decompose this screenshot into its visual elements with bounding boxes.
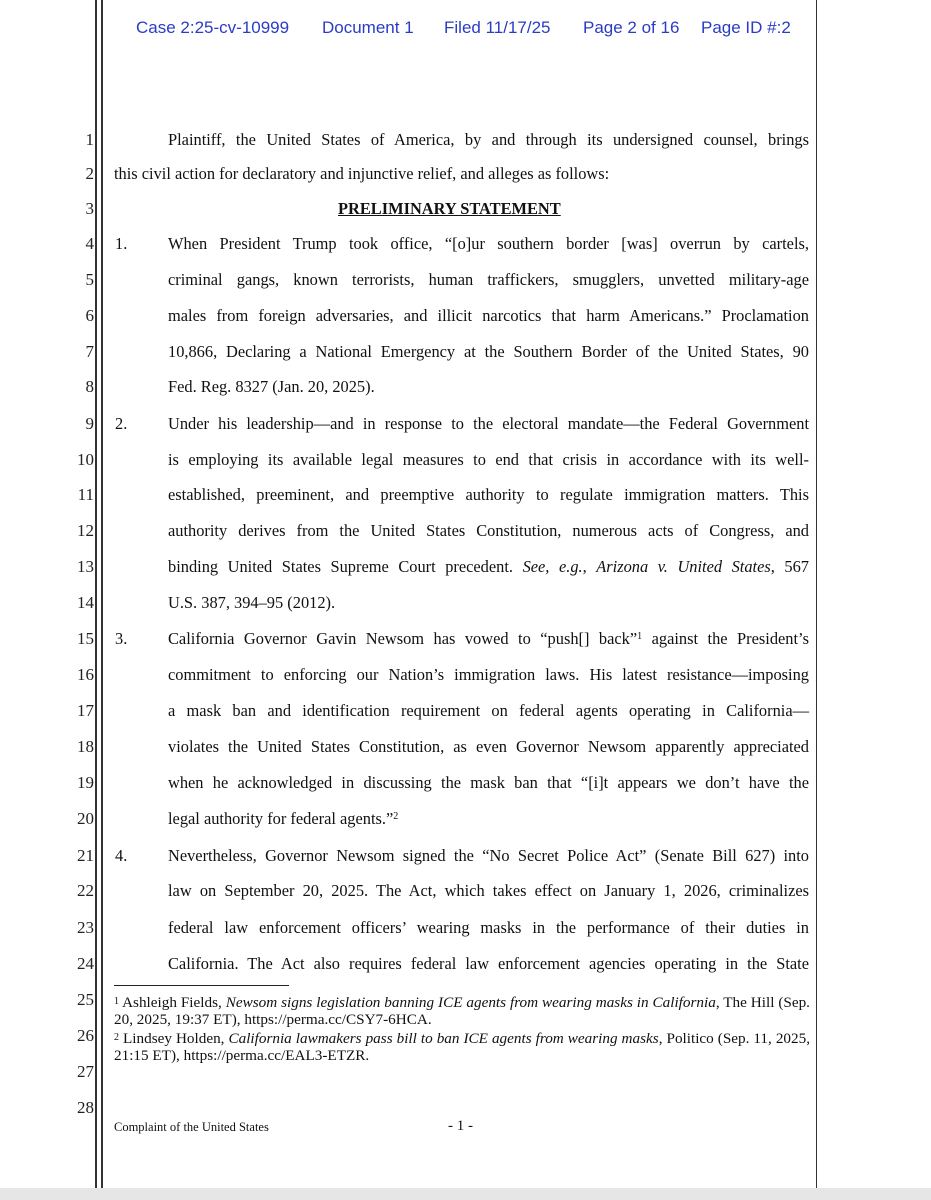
line-number: 28 — [77, 1098, 94, 1117]
paragraph-3-text: against the President’s — [642, 629, 809, 648]
header-document: Document 1 — [322, 18, 414, 37]
line-number: 12 — [77, 521, 94, 540]
line-number: 14 — [77, 593, 94, 612]
footnote-rest: , Politico (Sep. 11, 2025, 21:15 ET), https://perma.cc/EAL3-ETZR. — [114, 1030, 811, 1064]
footnote-1 — [114, 994, 810, 1028]
line-number: 2 — [85, 164, 94, 183]
line-number: 20 — [77, 809, 94, 828]
paragraph-3-line: when he acknowledged in discussing the mask ban that “[i]t appears we don’t have the — [168, 773, 809, 792]
line-number: 9 — [85, 414, 94, 433]
header-case-number: Case 2:25-cv-10999 — [136, 18, 290, 37]
footer-document-title: Complaint of the United States — [114, 1120, 269, 1134]
footnote-separator — [114, 985, 289, 986]
page-bottom-edge — [0, 1188, 931, 1200]
paragraph-1-line: 10,866, Declaring a National Emergency at the Southern Border of the United States, 90 — [168, 342, 809, 361]
footnote-marker: 1 — [114, 996, 119, 1007]
paragraph-2-citation-line: binding United States Supreme Court precedent. See, e.g., Arizona v. United States, 567 — [168, 557, 809, 576]
footnote-reference: 2 — [393, 811, 399, 822]
paragraph-2-text: binding United States Supreme Court precedent. — [168, 557, 513, 576]
footnote-title: California lawmakers pass bill to ban ICE agents from wearing masks — [228, 1030, 659, 1047]
footnote-2 — [114, 1030, 810, 1064]
line-number: 16 — [77, 665, 94, 684]
paragraph-1-line: When President Trump took office, “[o]ur southern border [was] overrun by cartels, — [168, 234, 809, 253]
line-number: 15 — [77, 629, 94, 648]
footnote-reference: 1 — [637, 631, 643, 642]
footer-page-number: - 1 - — [448, 1118, 473, 1134]
citation-tail: , 567 — [770, 557, 809, 576]
left-margin-rule-inner — [101, 0, 103, 1188]
citation-case: Arizona v. United States — [596, 557, 771, 576]
left-margin-rule-outer — [95, 0, 97, 1188]
line-number: 26 — [77, 1026, 94, 1045]
paragraph-1-line: males from foreign adversaries, and illicit narcotics that harm Americans.” Proclamation — [168, 306, 809, 325]
paragraph-number: 1. — [115, 234, 128, 253]
intro-line-2: this civil action for declaratory and injunctive relief, and alleges as follows: — [114, 164, 610, 183]
paragraph-2-line: is employing its available legal measures to end that crisis in accordance with its well- — [168, 450, 809, 469]
line-number: 19 — [77, 773, 94, 792]
footnote-author: Lindsey Holden, — [119, 1030, 229, 1047]
footnote-title: Newsom signs legislation banning ICE agents from wearing masks in California — [225, 994, 716, 1011]
line-number: 1 — [85, 130, 94, 149]
paragraph-3-text: California Governor Gavin Newsom has vowed to “push[] back” — [168, 629, 638, 648]
header-page-count: Page 2 of 16 — [583, 18, 680, 37]
paragraph-number: 4. — [115, 846, 128, 865]
paragraph-3-line — [168, 629, 809, 649]
paragraph-4-line: law on September 20, 2025. The Act, which takes effect on January 1, 2026, criminalizes — [168, 881, 809, 900]
header-filed-date: Filed 11/17/25 — [444, 18, 551, 37]
paragraph-4-line: federal law enforcement officers’ wearing masks in the performance of their duties in — [168, 918, 809, 937]
line-number: 18 — [77, 737, 94, 756]
paragraph-3-text: legal authority for federal agents.” — [168, 809, 394, 828]
line-number: 4 — [85, 234, 94, 253]
line-number: 6 — [85, 306, 94, 325]
paragraph-3-line: commitment to enforcing our Nation’s immigration laws. His latest resistance—imposing — [168, 665, 809, 684]
paragraph-3-line: a mask ban and identification requirement on federal agents operating in California— — [168, 701, 809, 720]
line-number: 8 — [85, 377, 94, 396]
line-number: 27 — [77, 1062, 94, 1081]
right-margin-rule — [816, 0, 817, 1188]
citation-signal: See, e.g. — [522, 557, 583, 576]
line-number: 13 — [77, 557, 94, 576]
footnote-author: Ashleigh Fields, — [119, 994, 226, 1011]
line-number: 10 — [77, 450, 94, 469]
line-number: 11 — [77, 485, 94, 504]
line-number: 7 — [85, 342, 94, 361]
paragraph-1-line: Fed. Reg. 8327 (Jan. 20, 2025). — [168, 377, 375, 396]
paragraph-number: 3. — [115, 629, 128, 648]
paragraph-3-last-line — [168, 809, 398, 829]
line-number: 5 — [85, 270, 94, 289]
paragraph-2-line: established, preeminent, and preemptive authority to regulate immigration matters. This — [168, 485, 809, 504]
line-number: 17 — [77, 701, 94, 720]
paragraph-number: 2. — [115, 414, 128, 433]
line-number: 25 — [77, 990, 94, 1009]
line-number: 23 — [77, 918, 94, 937]
line-number: 21 — [77, 846, 94, 865]
footnote-rest: , The Hill (Sep. 20, 2025, 19:37 ET), https://perma.cc/CSY7-6HCA. — [114, 994, 810, 1028]
paragraph-3-line: violates the United States Constitution, as even Governor Newsom apparently appreciated — [168, 737, 809, 756]
line-number: 22 — [77, 881, 94, 900]
header-page-id: Page ID #:2 — [701, 18, 791, 37]
paragraph-4-line: California. The Act also requires federal law enforcement agencies operating in the State — [168, 954, 809, 973]
line-number: 24 — [77, 954, 94, 973]
intro-line-1: Plaintiff, the United States of America, by and through its undersigned counsel, brings — [168, 130, 809, 149]
footnote-marker: 2 — [114, 1032, 119, 1043]
paragraph-1-line: criminal gangs, known terrorists, human traffickers, smugglers, unvetted military-age — [168, 270, 809, 289]
paragraph-2-line: U.S. 387, 394–95 (2012). — [168, 593, 336, 612]
paragraph-4-line: Nevertheless, Governor Newsom signed the “No Secret Police Act” (Senate Bill 627) into — [168, 846, 809, 865]
section-heading: PRELIMINARY STATEMENT — [338, 199, 561, 218]
line-number: 3 — [85, 199, 94, 218]
paragraph-2-line: Under his leadership—and in response to the electoral mandate—the Federal Government — [168, 414, 809, 433]
paragraph-2-line: authority derives from the United States Constitution, numerous acts of Congress, and — [168, 521, 809, 540]
